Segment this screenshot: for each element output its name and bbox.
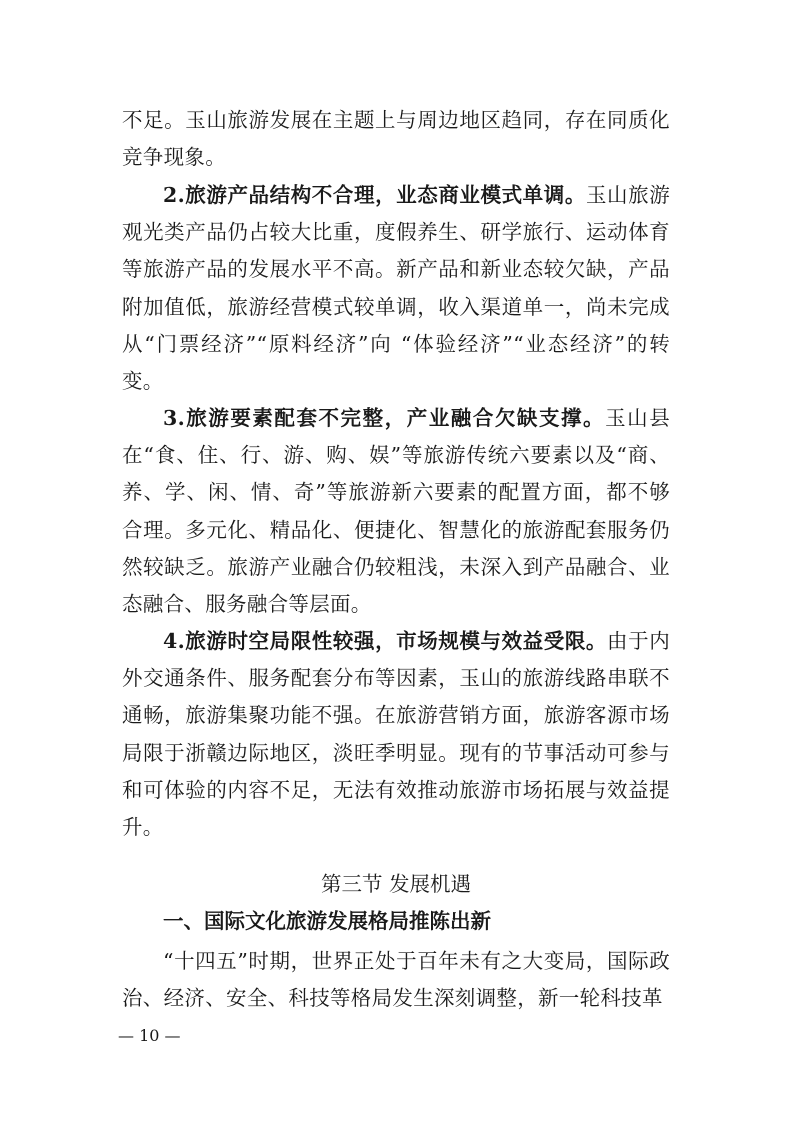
paragraph-lead: 3.旅游要素配套不完整，产业融合欠缺支撑。 — [163, 406, 606, 430]
paragraph-text: 由于内外交通条件、服务配套分布等因素，玉山的旅游线路串联不通畅，旅游集聚功能不强。在旅游营销方面，旅游客源市场局限于浙赣边际地区，淡旺季明显。现有的节事活动可参与和可体验的内容不足，无法有效推动旅游市场拓展与效益提升。 — [122, 629, 671, 840]
section-title: 第三节 发展机遇 — [320, 872, 472, 896]
paragraph-text: 不足。玉山旅游发展在主题上与周边地区趋同，存在同质化竞争现象。 — [122, 108, 670, 170]
paragraph-continuation — [122, 102, 670, 176]
paragraph-text: 玉山旅游观光类产品仍占较大比重，度假养生、研学旅行、运动体育等旅游产品的发展水平不高。新产品和新业态较欠缺，产品附加值低，旅游经营模式较单调，收入渠道单一，尚未完成从“门票经济”“原料经济”向 “体验经济”“业态经济”的转变。 — [122, 183, 670, 394]
paragraph-text: 玉山县在“食、住、行、游、购、娱”等旅游传统六要素以及“商、养、学、闲、情、奇”等旅游新六要素的配置方面，都不够合理。多元化、精品化、便捷化、智慧化的旅游配套服务仍然较缺乏。旅游产业融合仍较粗浅，未深入到产品融合、业态融合、服务融合等层面。 — [122, 406, 670, 617]
page-number: — 10 — — [118, 1026, 181, 1045]
paragraph-market-limits — [122, 623, 670, 846]
paragraph-lead: 4.旅游时空局限性较强，市场规模与效益受限。 — [163, 629, 608, 653]
paragraph-tourism-elements — [122, 400, 670, 623]
paragraph-opportunity — [122, 943, 670, 1017]
paragraph-product-structure — [122, 177, 670, 400]
paragraph-text: “十四五”时期，世界正处于百年未有之大变局，国际政治、经济、安全、科技等格局发生深刻调整，新一轮科技革 — [122, 949, 670, 1011]
paragraph-lead: 2.旅游产品结构不合理，业态商业模式单调。 — [163, 183, 586, 207]
subsection-heading: 一、国际文化旅游发展格局推陈出新 — [163, 909, 491, 933]
